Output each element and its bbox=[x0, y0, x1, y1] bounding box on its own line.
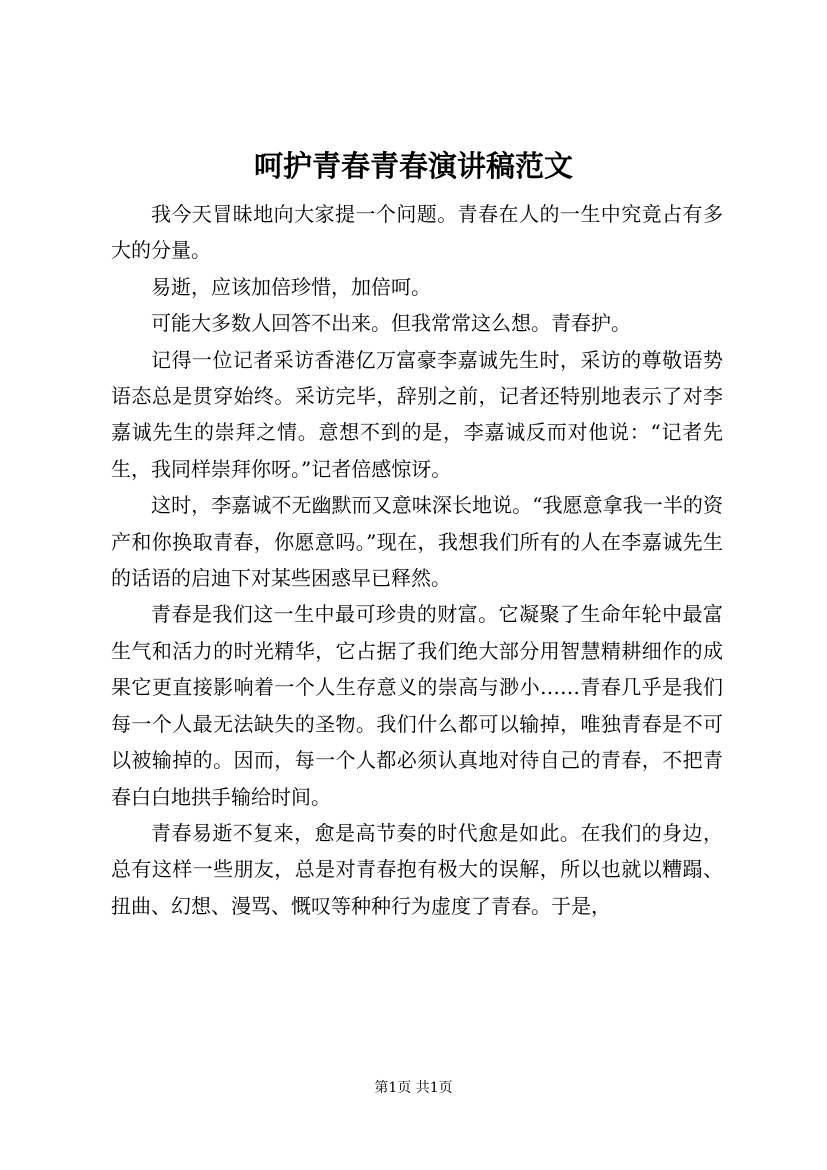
document-title: 呵护青春青春演讲稿范文 bbox=[253, 149, 573, 183]
paragraph-4: 记得一位记者采访香港亿万富豪李嘉诚先生时，采访的尊敬语势语态总是贯穿始终。采访完毕，辞别之前，记者还特别地表示了对李嘉诚先生的崇拜之情。意想不到的是，李嘉诚反而对他说：“记者先生，我同样崇拜你呀。”记者倍感惊讶。 bbox=[111, 347, 723, 481]
paragraph-1: 我今天冒昧地向大家提一个问题。青春在人的一生中究竟占有多大的分量。 bbox=[111, 202, 723, 263]
paragraph-7: 青春易逝不复来，愈是高节奏的时代愈是如此。在我们的身边，总有这样一些朋友，总是对青春抱有极大的误解，所以也就以糟蹋、扭曲、幻想、漫骂、慨叹等种种行为虚度了青春。于是， bbox=[111, 820, 723, 918]
paragraph-3: 可能大多数人回答不出来。但我常常这么想。青春护。 bbox=[151, 311, 631, 336]
paragraph-2: 易逝，应该加倍珍惜，加倍呵。 bbox=[151, 274, 431, 299]
page-footer: 第1页 共1页 bbox=[374, 1080, 453, 1096]
document-body bbox=[111, 196, 723, 924]
paragraph-6: 青春是我们这一生中最可珍贵的财富。它凝聚了生命年轮中最富生气和活力的时光精华，它占据了我们绝大部分用智慧精耕细作的成果它更直接影响着一个人生存意义的崇高与渺小……青春几乎是我们每一个人最无法缺失的圣物。我们什么都可以输掉，唯独青春是不可以被输掉的。因而，每一个人都必须认真地对待自己的青春，不把青春白白地拱手输给时间。 bbox=[111, 602, 723, 809]
paragraph-5: 这时，李嘉诚不无幽默而又意味深长地说。“我愿意拿我一半的资产和你换取青春，你愿意吗。”现在，我想我们所有的人在李嘉诚先生的话语的启迪下对某些困惑早已释然。 bbox=[111, 493, 723, 591]
